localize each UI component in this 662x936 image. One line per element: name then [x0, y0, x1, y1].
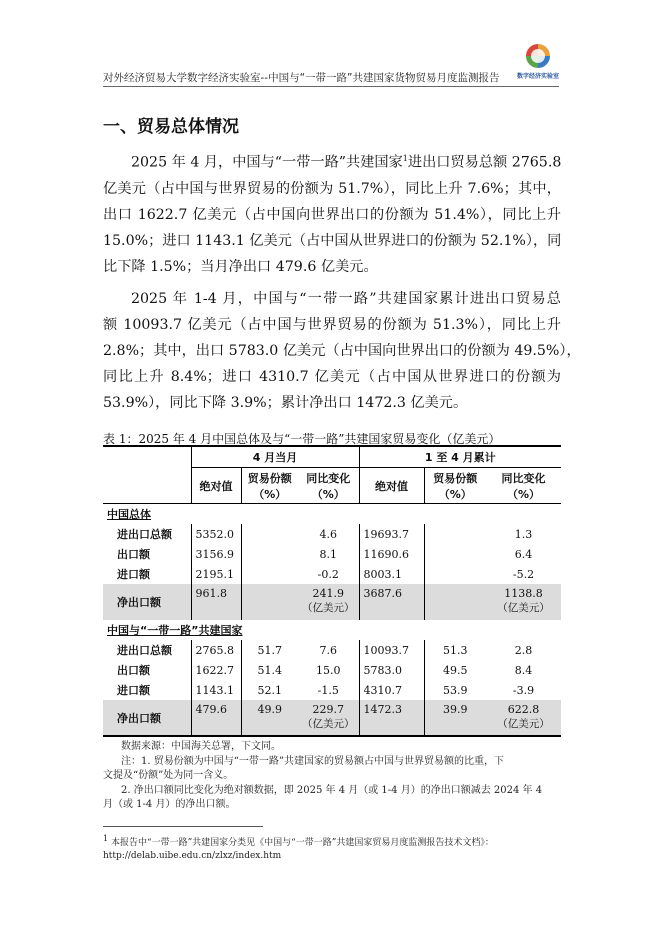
- table-cell: 49.5: [443, 663, 468, 677]
- paragraph-monthly: [103, 146, 561, 280]
- table-cell: 7.6: [298, 640, 359, 660]
- table-cell: 2.8: [514, 643, 533, 657]
- table-row: [103, 680, 561, 700]
- table-cell: [241, 524, 298, 544]
- table-cell: 241.9 （亿美元）: [298, 584, 359, 620]
- footnote-rule: [103, 826, 263, 827]
- col-share: 贸易份额 （%）: [241, 468, 298, 504]
- table-cell: 19693.7: [359, 524, 424, 544]
- table-row: [103, 640, 561, 660]
- table-cell: 8.4: [514, 663, 533, 677]
- table-cell: -0.2: [298, 564, 359, 584]
- paragraph-line: 额 10093.7 亿美元（占中国与世界贸易的份额为 51.3%），同比上升: [103, 317, 561, 333]
- note-1-cont: 文提及“份额”处为同一含义。: [103, 770, 234, 781]
- table-cell: [424, 524, 486, 544]
- table-cell: [424, 544, 486, 564]
- table-cell: 5352.0: [191, 524, 241, 544]
- paragraph-cumulative: [103, 286, 581, 416]
- table-cell: -5.2: [512, 567, 535, 581]
- table-cell: [241, 564, 298, 584]
- table-cell: [424, 564, 486, 584]
- table-cell: 2765.8: [191, 640, 241, 660]
- table-cell: 51.7: [257, 643, 282, 657]
- table-group-header: [103, 446, 561, 468]
- table-cell: 进出口总额: [103, 524, 191, 544]
- section-label: 中国与“一带一路”共建国家: [107, 624, 243, 637]
- table-row-net-export: [103, 700, 561, 736]
- table-cell: 10093.7: [359, 640, 424, 660]
- table-cell: 8003.1: [359, 564, 424, 584]
- table-cell: 961.8: [191, 584, 241, 620]
- lab-logo: [514, 44, 562, 84]
- table-cell: [424, 584, 486, 620]
- note-1: 注：1. 贸易份额为中国与“一带一路”共建国家的贸易额占中国与世界贸易额的比重，下: [121, 756, 504, 767]
- paragraph-line: 同比上升 8.4%；进口 4310.7 亿美元（占中国从世界进口的份额为: [103, 369, 561, 385]
- table-cell: 1138.8 （亿美元）: [486, 584, 561, 620]
- table-cell: 出口额: [103, 544, 191, 564]
- table-cell: 51.4: [257, 663, 282, 677]
- table-cell: [241, 544, 298, 564]
- col-abs: 绝对值: [359, 468, 424, 504]
- table-cell: 1622.7: [191, 660, 241, 680]
- table-cell: 39.9: [424, 700, 486, 736]
- group-header-cumulative: 1 至 4 月累计: [359, 446, 561, 468]
- unit-label: （亿美元）: [497, 718, 550, 730]
- table-cell: 229.7 （亿美元）: [298, 700, 359, 736]
- table-cell: 15.0: [298, 660, 359, 680]
- table-cell: 1.3: [514, 527, 533, 541]
- col-change: 同比变化 （%）: [298, 468, 359, 504]
- table-cell: 净出口额: [103, 584, 191, 620]
- table-row-net-export: [103, 584, 561, 620]
- table-cell: 1143.1: [191, 680, 241, 700]
- paragraph-line: 出口 1622.7 亿美元（占中国向世界出口的份额为 51.4%），同比上升: [103, 206, 561, 223]
- unit-label: （亿美元）: [497, 602, 550, 614]
- col-share: 贸易份额 （%）: [424, 468, 486, 504]
- footnote-ref[interactable]: 1: [402, 154, 408, 163]
- table-cell: 51.3: [443, 643, 468, 657]
- table-cell: 6.4: [514, 547, 533, 561]
- table-cell: 2195.1: [191, 564, 241, 584]
- table-cell: 出口额: [103, 660, 191, 680]
- table-cell: -1.5: [298, 680, 359, 700]
- paragraph-line: 亿美元（占中国与世界贸易的份额为 51.7%），同比上升 7.6%；其中，: [103, 180, 561, 197]
- table-cell: 3156.9: [191, 544, 241, 564]
- footnote: $^1$ 本报告中“一带一路”共建国家分类见《中国与“一带一路”共建国家贸易月度监测报告技术文档》： http://delab.uibe.edu.cn/zlxz/index.htm: [103, 832, 573, 863]
- table-caption: 表 1：2025 年 4 月中国总体及与“一带一路”共建国家贸易变化（亿美元）: [103, 432, 501, 446]
- note-2-cont: 月（或 1-4 月）的净出口额。: [103, 799, 236, 810]
- col-abs: 绝对值: [191, 468, 241, 504]
- table-cell: [103, 446, 191, 468]
- section-label: 中国总体: [107, 508, 151, 521]
- footnote-link[interactable]: http://delab.uibe.edu.cn/zlxz/index.htm: [103, 851, 282, 861]
- paragraph-line: 53.9%），同比下降 3.9%；累计净出口 1472.3 亿美元。: [103, 395, 468, 411]
- table-cell: 进口额: [103, 680, 191, 700]
- table-cell: 479.6: [191, 700, 241, 736]
- table-cell: 8.1: [298, 544, 359, 564]
- section-title: 一、贸易总体情况: [103, 117, 239, 137]
- table-cell: 622.8 （亿美元）: [486, 700, 561, 736]
- source-note: 数据来源：中国海关总署，下文同。: [121, 741, 281, 752]
- paragraph-line: 2025 年 4 月，中国与“一带一路”共建国家$^1$进出口贸易总额 2765.8: [131, 154, 562, 171]
- note-2: 2. 净出口额同比变化为绝对额数据，即 2025 年 4 月（或 1-4 月）的净出口额减去 2024 年 4: [121, 785, 543, 796]
- table-cell: 5783.0: [359, 660, 424, 680]
- table-cell: [241, 584, 298, 620]
- table-cell: 53.9: [443, 683, 468, 697]
- trade-table: [103, 445, 561, 737]
- table-cell: 进口额: [103, 564, 191, 584]
- paragraph-line: 2025 年 1-4 月，中国与“一带一路”共建国家累计进出口贸易总: [131, 291, 561, 307]
- table-row: [103, 544, 561, 564]
- section-header-row: [103, 504, 561, 525]
- table-cell: 4310.7: [359, 680, 424, 700]
- header-rule: [103, 86, 559, 87]
- logo-center: [531, 49, 545, 63]
- paragraph-line: 15.0%；进口 1143.1 亿美元（占中国从世界进口的份额为 52.1%），同: [103, 232, 562, 249]
- table-cell: 52.1: [257, 683, 282, 697]
- table-cell: 3687.6: [359, 584, 424, 620]
- table-cell: 11690.6: [359, 544, 424, 564]
- paragraph-line: 比下降 1.5%；当月净出口 479.6 亿美元。: [103, 258, 378, 275]
- unit-label: （亿美元）: [302, 602, 355, 614]
- table-cell: 49.9: [241, 700, 298, 736]
- table-cell: 1472.3: [359, 700, 424, 736]
- table-cell: [103, 468, 191, 504]
- section-header-row: [103, 620, 561, 640]
- table-cell: 净出口额: [103, 700, 191, 736]
- table-row: [103, 564, 561, 584]
- unit-label: （亿美元）: [302, 718, 355, 730]
- table-row: [103, 524, 561, 544]
- table-cell: -3.9: [512, 683, 535, 697]
- table-cell: 4.6: [298, 524, 359, 544]
- col-change: 同比变化 （%）: [486, 468, 561, 504]
- table-column-header: [103, 468, 561, 504]
- running-header: 对外经济贸易大学数字经济实验室--中国与“一带一路”共建国家货物贸易月度监测报告: [103, 72, 500, 84]
- table-row: [103, 660, 561, 680]
- logo-text: 数字经济实验室: [516, 73, 559, 80]
- paragraph-line: 2.8%；其中，出口 5783.0 亿美元（占中国向世界出口的份额为 49.5%），: [103, 343, 581, 359]
- table-cell: 进出口总额: [103, 640, 191, 660]
- group-header-month: 4 月当月: [191, 446, 359, 468]
